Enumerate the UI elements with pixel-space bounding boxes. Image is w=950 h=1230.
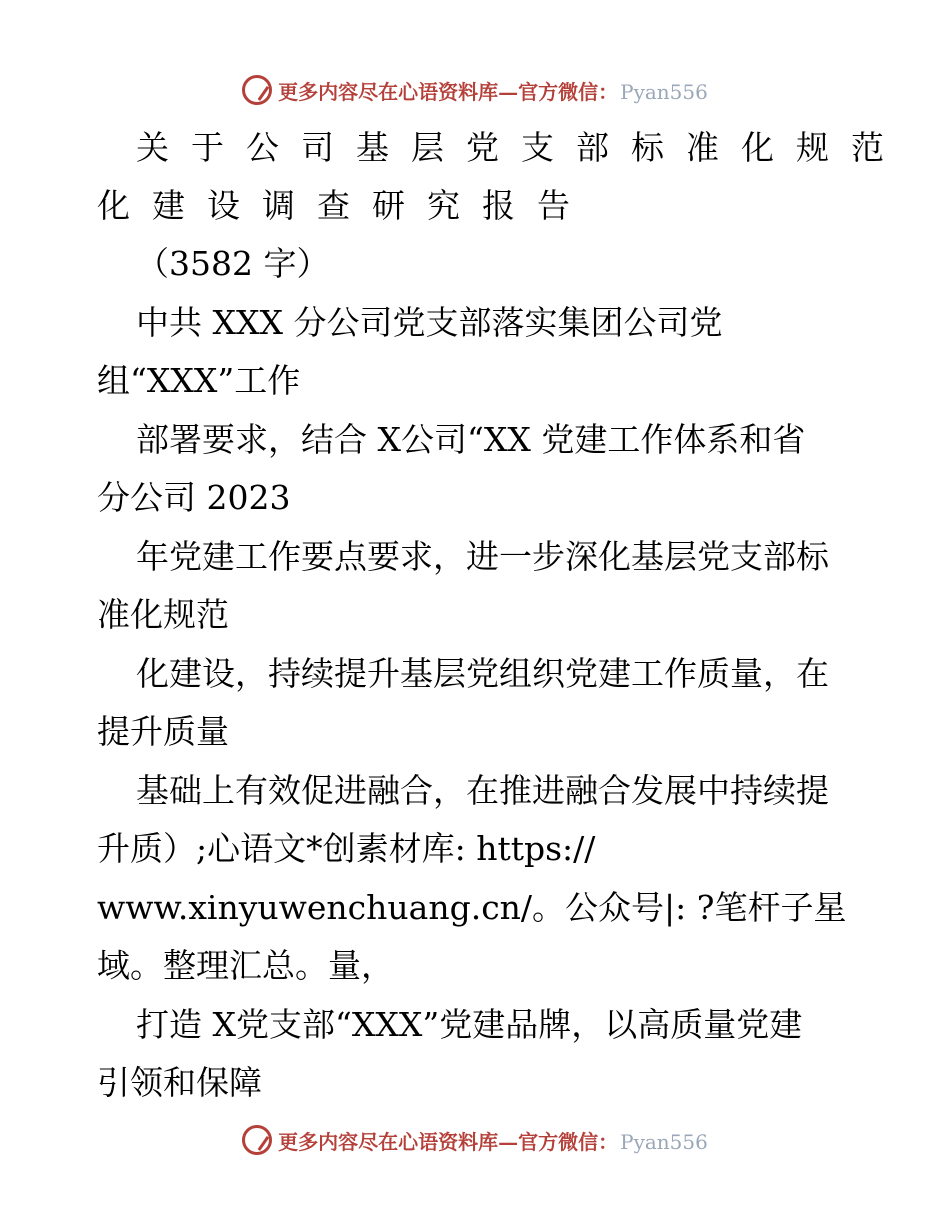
body-line: 引领和保障 (97, 1063, 262, 1102)
body-line: 中共 XXX 分公司党支部落实集团公司党 (136, 303, 723, 342)
body-line: 组“XXX”工作 (97, 361, 301, 400)
body-line: 域。整理汇总。量， (97, 946, 394, 985)
footer-banner-text (278, 1126, 708, 1155)
body-line: 基础上有效促进融合，在推进融合发展中持续提 (136, 771, 829, 810)
pen-logo-icon (242, 1125, 272, 1155)
body-line: 升质）;心语文*创素材库: https:// (97, 829, 596, 868)
body-line: 分公司 2023 (97, 478, 291, 517)
body-line: 部署要求，结合 X公司“XX 党建工作体系和省 (136, 420, 806, 459)
header-wechat-id: Pyan556 (620, 79, 708, 104)
footer-wechat-id: Pyan556 (620, 1129, 708, 1154)
body-line: 准化规范 (97, 595, 229, 634)
title-line-2: 化建设调查研究报告 (97, 186, 592, 225)
body-line: www.xinyuwenchuang.cn/。公众号|: ?笔杆子星 (97, 888, 847, 927)
pen-logo-icon (242, 75, 272, 105)
header-banner-text (278, 76, 708, 105)
footer-banner (0, 1120, 950, 1160)
body-line: 提升质量 (97, 712, 229, 751)
header-banner (0, 70, 950, 110)
body-line: 化建设，持续提升基层党组织党建工作质量，在 (136, 654, 829, 693)
header-banner-label: 更多内容尽在心语资料库—官方微信： (278, 79, 619, 104)
title-line-1: 关于公司基层党支部标准化规范 (136, 128, 906, 167)
footer-banner-label: 更多内容尽在心语资料库—官方微信： (278, 1129, 619, 1154)
body-line: 年党建工作要点要求，进一步深化基层党支部标 (136, 537, 829, 576)
word-count: （3582 字） (136, 244, 330, 283)
body-line: 打造 X党支部“XXX”党建品牌，以高质量党建 (136, 1005, 803, 1044)
